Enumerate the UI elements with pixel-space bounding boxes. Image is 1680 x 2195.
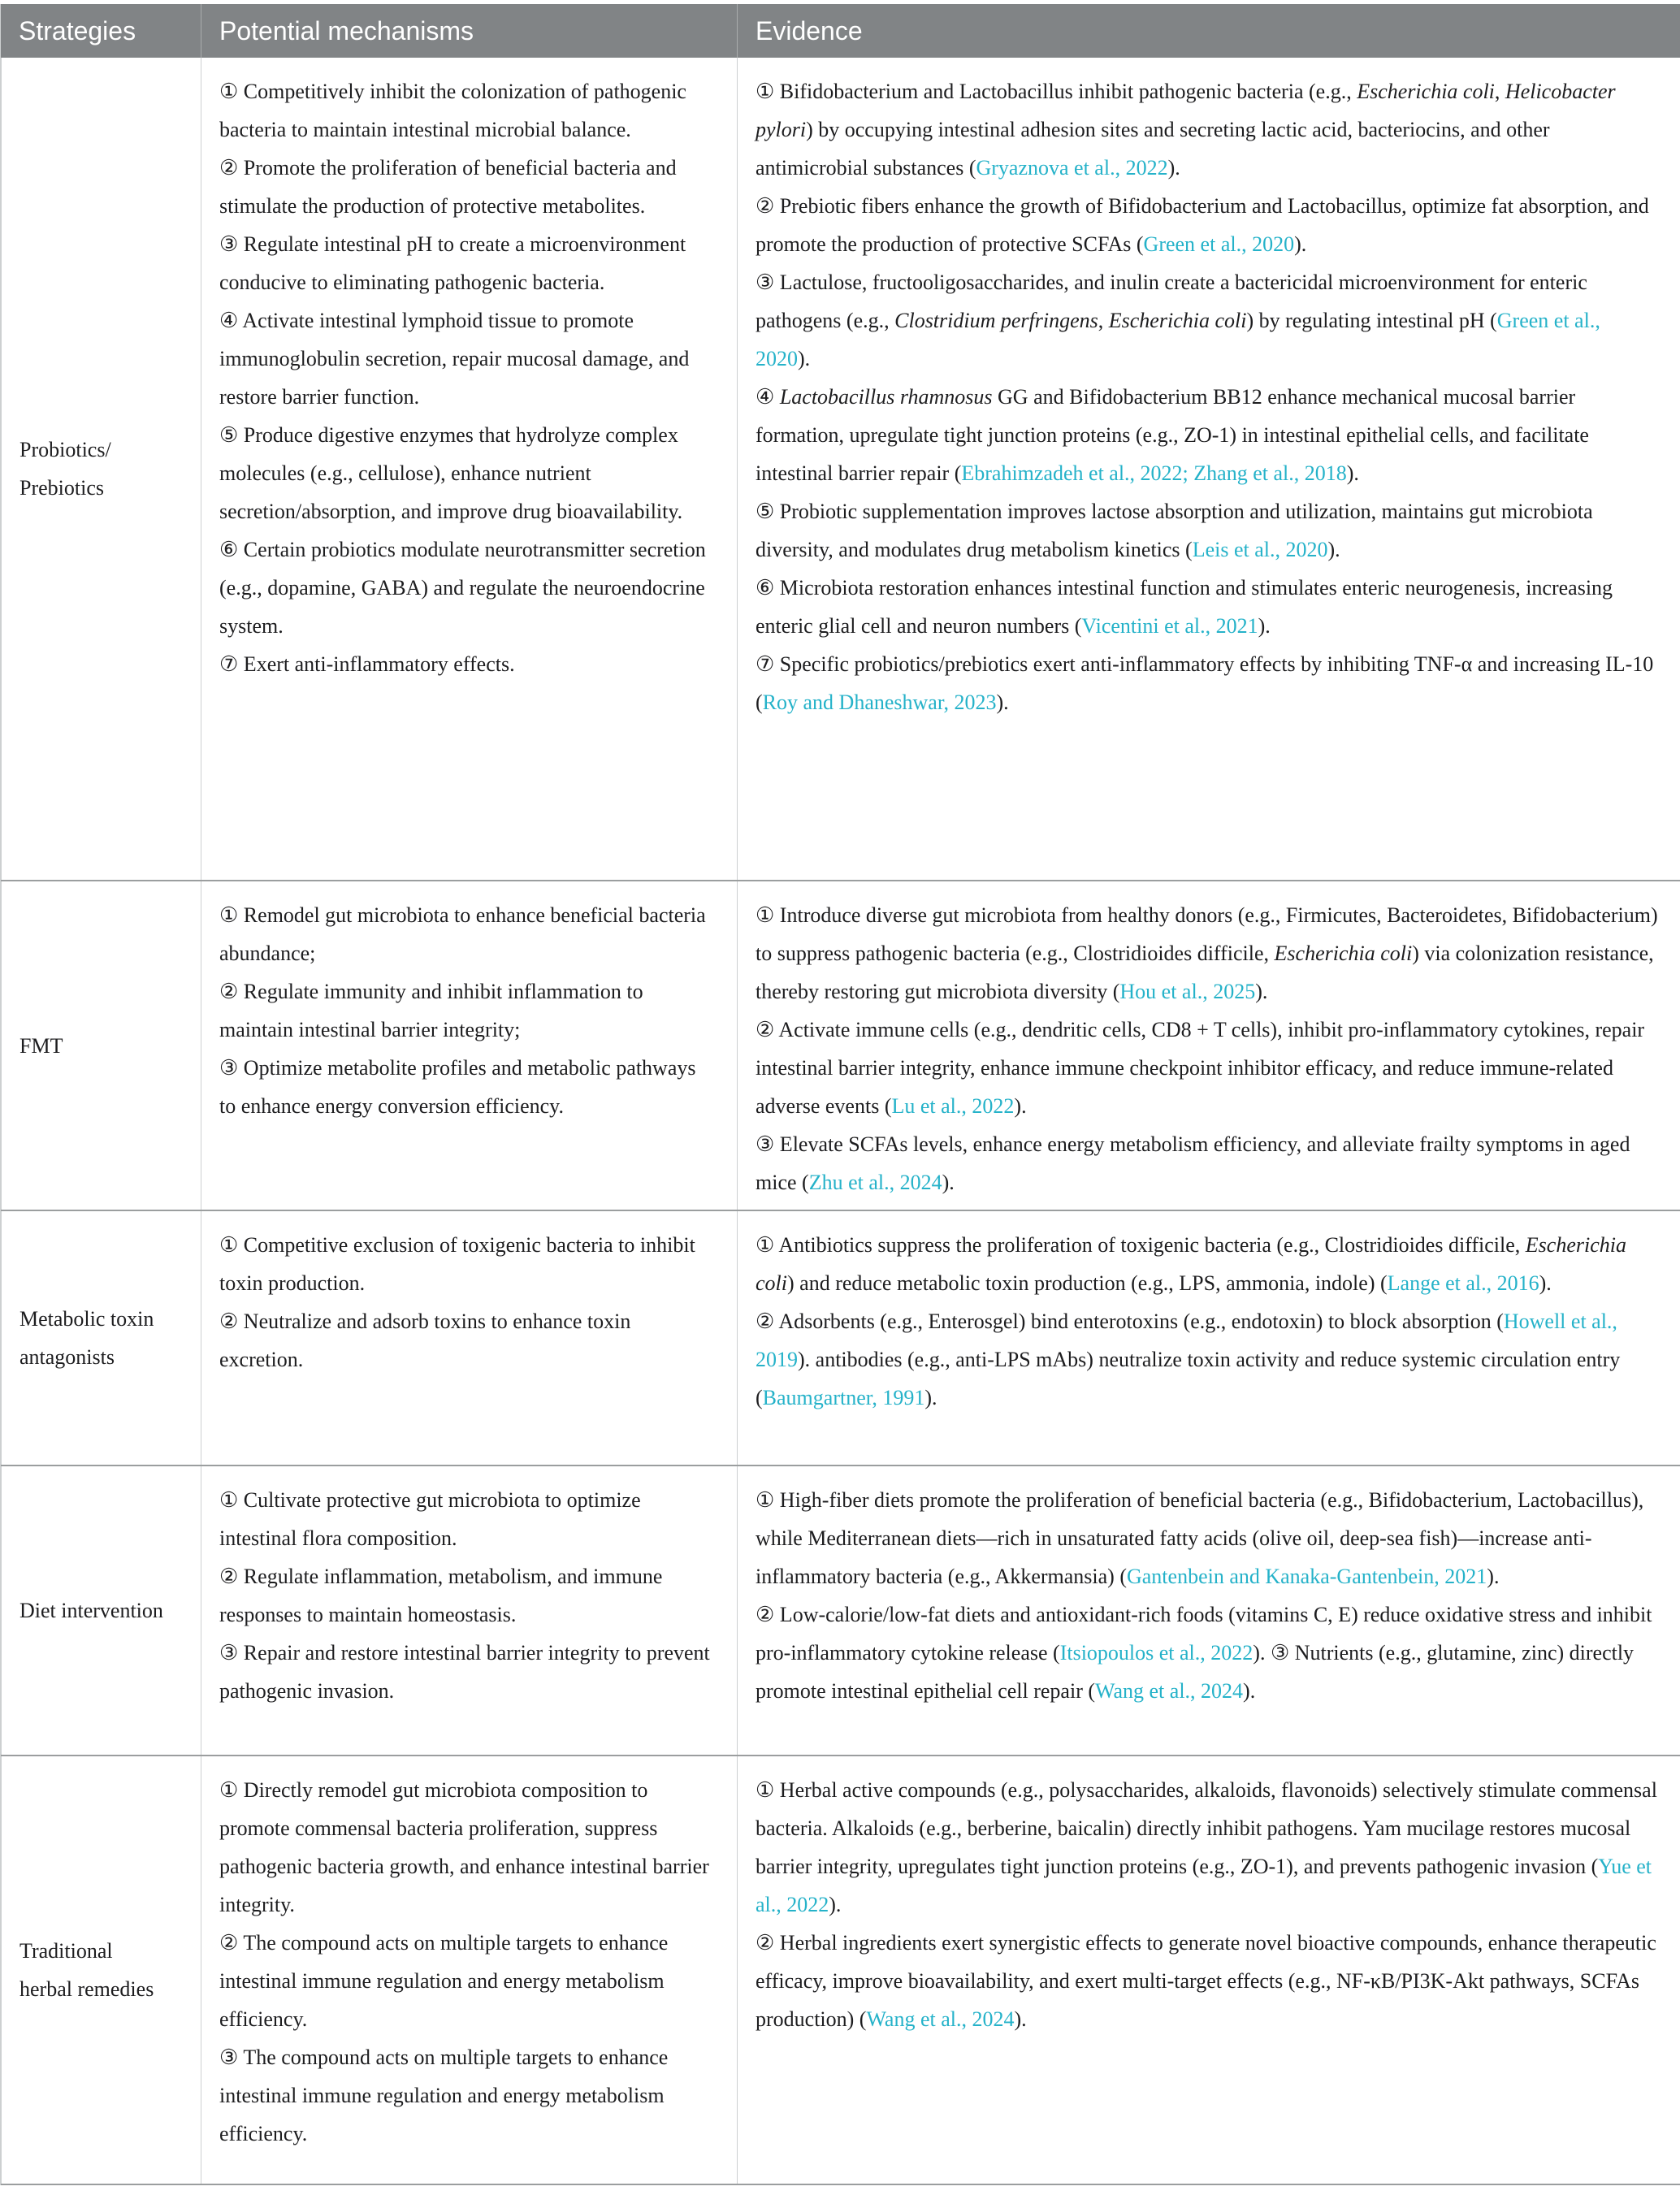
text-run: ③ Optimize metabolite profiles and metabolic pathways to enhance energy conversion efficiency. [219, 1056, 696, 1118]
citation-link[interactable]: Yue et al., 2022 [756, 1855, 1652, 1916]
text-run: ) via colonization resistance, thereby restoring gut microbiota diversity ( [756, 942, 1654, 1003]
citation-link[interactable]: Leis et al., 2020 [1192, 538, 1328, 561]
citation-link[interactable]: Gantenbein and Kanaka-Gantenbein, 2021 [1126, 1565, 1487, 1588]
text-run: ). [1014, 1094, 1027, 1118]
citation-link[interactable]: Green et al., 2020 [1143, 232, 1295, 256]
text-run: ). [1294, 232, 1307, 256]
cell-paragraph [756, 263, 1660, 378]
species-name: Escherichia coli [756, 1233, 1626, 1295]
text-run: ) and reduce metabolic toxin production (e.g., LPS, ammonia, indole) ( [787, 1271, 1388, 1295]
species-name: Escherichia coli [1357, 80, 1495, 103]
citation-link[interactable]: Lu et al., 2022 [891, 1094, 1015, 1118]
text-run: ). antibodies (e.g., anti-LPS mAbs) neutralize toxin activity and reduce systemic circulation entry ( [756, 1348, 1621, 1409]
evidence-cell [737, 1756, 1680, 2184]
mechanisms-cell [201, 1756, 737, 2184]
citation-link[interactable]: Hou et al., 2025 [1119, 980, 1256, 1003]
citation-link[interactable]: Roy and Dhaneshwar, 2023 [762, 691, 997, 714]
header-potential-mechanisms: Potential mechanisms [201, 4, 737, 58]
cell-paragraph [756, 1011, 1660, 1125]
citation-link[interactable]: Lange et al., 2016 [1387, 1271, 1539, 1295]
text-run: ② Promote the proliferation of beneficial bacteria and stimulate the production of protective metabolites. [219, 156, 677, 218]
cell-paragraph [219, 225, 716, 301]
table-body [1, 58, 1680, 2185]
table-row [1, 1756, 1680, 2185]
text-run: ). [1255, 980, 1268, 1003]
mechanisms-cell [201, 58, 737, 880]
text-run: ⑦ Exert anti-inflammatory effects. [219, 652, 515, 676]
cell-paragraph [756, 1125, 1660, 1201]
text-run: ① Cultivate protective gut microbiota to optimize intestinal flora composition. [219, 1488, 641, 1550]
cell-paragraph [219, 530, 716, 645]
cell-paragraph [219, 1771, 716, 1924]
cell-paragraph [756, 1771, 1660, 1924]
mechanisms-cell [201, 1466, 737, 1755]
text-run: ). [1243, 1679, 1256, 1703]
citation-link[interactable]: Ebrahimzadeh et al., 2022; Zhang et al., 2018 [961, 461, 1347, 485]
text-run: ). [942, 1171, 955, 1194]
text-run: ⑤ Probiotic supplementation improves lactose absorption and utilization, maintains gut microbiota diversity, and modulates drug metabolism kinetics ( [756, 500, 1593, 561]
strategy-label: antagonists [19, 1345, 115, 1369]
species-name: Clostridium perfringens [894, 309, 1098, 332]
text-run: ). [996, 691, 1009, 714]
text-run: ⑥ Certain probiotics modulate neurotransmitter secretion (e.g., dopamine, GABA) and regulate the neuroendocrine system. [219, 538, 706, 638]
cell-paragraph [756, 569, 1660, 645]
cell-paragraph [756, 1924, 1660, 2038]
text-run: ⑤ Produce digestive enzymes that hydrolyze complex molecules (e.g., cellulose), enhance nutrient secretion/absorption, and improve drug bioavailability. [219, 423, 683, 523]
cell-paragraph [219, 1302, 716, 1379]
cell-paragraph [219, 149, 716, 225]
cell-paragraph [756, 187, 1660, 263]
text-run: ① Bifidobacterium and Lactobacillus inhibit pathogenic bacteria (e.g., [756, 80, 1357, 103]
text-run: ② Prebiotic fibers enhance the growth of Bifidobacterium and Lactobacillus, optimize fat absorption, and promote the production of protective SCFAs ( [756, 194, 1649, 256]
text-run: ④ Activate intestinal lymphoid tissue to promote immunoglobulin secretion, repair mucosal damage, and restore barrier function. [219, 309, 690, 409]
evidence-cell [737, 1211, 1680, 1465]
cell-paragraph [756, 1226, 1660, 1302]
species-name: Helicobacter pylori [756, 80, 1616, 141]
citation-link[interactable]: Wang et al., 2024 [1095, 1679, 1244, 1703]
table-row [1, 1211, 1680, 1466]
cell-paragraph [756, 72, 1660, 187]
citation-link[interactable]: Zhu et al., 2024 [808, 1171, 942, 1194]
mechanisms-cell [201, 1211, 737, 1465]
citation-link[interactable]: Howell et al., 2019 [756, 1310, 1617, 1371]
text-run: ① Directly remodel gut microbiota composition to promote commensal bacteria proliferation, suppress pathogenic bacteria growth, and enhance intestinal barrier integrity. [219, 1778, 709, 1916]
cell-paragraph [756, 896, 1660, 1011]
text-run: ). [1539, 1271, 1552, 1295]
citation-link[interactable]: Baumgartner, 1991 [762, 1386, 925, 1409]
text-run: ) by regulating intestinal pH ( [1246, 309, 1497, 332]
cell-paragraph [219, 1049, 716, 1125]
text-run: ). [1014, 2007, 1027, 2031]
table-row [1, 58, 1680, 881]
strategy-cell [1, 881, 201, 1210]
cell-paragraph [756, 1481, 1660, 1595]
text-run: ③ Elevate SCFAs levels, enhance energy metabolism efficiency, and alleviate frailty symptoms in aged mice ( [756, 1132, 1630, 1194]
text-run: ③ Regulate intestinal pH to create a microenvironment conducive to eliminating pathogenic bacteria. [219, 232, 686, 294]
cell-paragraph [219, 72, 716, 149]
text-run: ③ Repair and restore intestinal barrier integrity to prevent pathogenic invasion. [219, 1641, 710, 1703]
header-strategies: Strategies [19, 15, 136, 45]
text-run: ② Regulate immunity and inhibit inflammation to maintain intestinal barrier integrity; [219, 980, 643, 1041]
text-run: GG and Bifidobacterium BB12 enhance mechanical mucosal barrier formation, upregulate tight junction proteins (e.g., ZO-1) in intestinal epithelial cells, and facilitate intestinal barrier repair ( [756, 385, 1589, 485]
text-run: ① High-fiber diets promote the proliferation of beneficial bacteria (e.g., Bifidobacterium, Lactobacillus), while Mediterranean diets—rich in unsaturated fatty acids (olive oil, deep-sea fish)—increase anti-inflammatory bacteria (e.g., Akkermansia) ( [756, 1488, 1644, 1588]
text-run: ). ③ Nutrients (e.g., glutamine, zinc) directly promote intestinal epithelial cell repair ( [756, 1641, 1635, 1703]
citation-link[interactable]: Itsiopoulos et al., 2022 [1059, 1641, 1254, 1665]
text-run: ). [1167, 156, 1180, 180]
table-row [1, 881, 1680, 1211]
text-run: ② Neutralize and adsorb toxins to enhance toxin excretion. [219, 1310, 631, 1371]
strategy-label: Traditional [19, 1939, 113, 1963]
cell-paragraph [219, 1557, 716, 1634]
citation-link[interactable]: Vicentini et al., 2021 [1081, 614, 1258, 638]
text-run: , [1494, 80, 1505, 103]
strategy-cell [1, 1211, 201, 1465]
strategy-label: FMT [19, 1033, 63, 1058]
strategy-cell [1, 1466, 201, 1755]
text-run: ③ The compound acts on multiple targets to enhance intestinal immune regulation and energy metabolism efficiency. [219, 2046, 669, 2145]
text-run: ② Low-calorie/low-fat diets and antioxidant-rich foods (vitamins C, E) reduce oxidative stress and inhibit pro-inflammatory cytokine release ( [756, 1603, 1652, 1665]
strategy-label: herbal remedies [19, 1977, 154, 2001]
species-name: Escherichia coli [1274, 942, 1413, 965]
species-name: Lactobacillus rhamnosus [779, 385, 993, 409]
text-run: ). [1487, 1565, 1500, 1588]
evidence-cell [737, 881, 1680, 1210]
text-run: ① Introduce diverse gut microbiota from healthy donors (e.g., Firmicutes, Bacteroidetes, Bifidobacterium) to suppress pathogenic bacteria (e.g., Clostridioides difficile, [756, 903, 1658, 965]
text-run: ). [829, 1893, 842, 1916]
cell-paragraph [219, 1481, 716, 1557]
cell-paragraph [219, 1226, 716, 1302]
species-name: Escherichia coli [1108, 309, 1247, 332]
table-row [1, 1466, 1680, 1756]
text-run: ① Remodel gut microbiota to enhance beneficial bacteria abundance; [219, 903, 706, 965]
text-run: ① Herbal active compounds (e.g., polysaccharides, alkaloids, flavonoids) selectively stimulate commensal bacteria. Alkaloids (e.g., berberine, baicalin) directly inhibit pathogens. Yam mucilage restores mucosal barrier integrity, upregulates tight junction proteins (e.g., ZO-1), and prevents pathogenic invasion ( [756, 1778, 1657, 1878]
header-evidence: Evidence [737, 4, 1680, 58]
text-run: ② Regulate inflammation, metabolism, and immune responses to maintain homeostasis. [219, 1565, 663, 1626]
text-run: ). [1258, 614, 1271, 638]
strategy-label: Diet intervention [19, 1599, 163, 1622]
text-run: ② Herbal ingredients exert synergistic effects to generate novel bioactive compounds, enhance therapeutic efficacy, improve bioavailability, and exert multi-target effects (e.g., NF-κB/PI3K-Akt pathways, SCFAs production) ( [756, 1931, 1656, 2031]
text-run: ). [798, 347, 811, 370]
text-run: ④ [756, 385, 780, 409]
text-run: ① Antibiotics suppress the proliferation of toxigenic bacteria (e.g., Clostridioides difficile, [756, 1233, 1526, 1257]
evidence-cell [737, 58, 1680, 880]
citation-link[interactable]: Gryaznova et al., 2022 [976, 156, 1168, 180]
citation-link[interactable]: Wang et al., 2024 [866, 2007, 1015, 2031]
cell-paragraph [219, 301, 716, 416]
text-run: ⑥ Microbiota restoration enhances intestinal function and stimulates enteric neurogenesis, increasing enteric glial cell and neuron numbers ( [756, 576, 1613, 638]
cell-paragraph [756, 1595, 1660, 1710]
cell-paragraph [756, 492, 1660, 569]
text-run: ① Competitive exclusion of toxigenic bacteria to inhibit toxin production. [219, 1233, 695, 1295]
cell-paragraph [219, 896, 716, 972]
text-run: ③ Lactulose, fructooligosaccharides, and inulin create a bactericidal microenvironment for enteric pathogens (e.g., [756, 271, 1587, 332]
text-run: ① Competitively inhibit the colonization of pathogenic bacteria to maintain intestinal microbial balance. [219, 80, 686, 141]
strategy-label: Probiotics/ [19, 438, 111, 461]
text-run: ② The compound acts on multiple targets to enhance intestinal immune regulation and energy metabolism efficiency. [219, 1931, 669, 2031]
table-header-row [1, 4, 1680, 58]
text-run: ). [1346, 461, 1359, 485]
mechanisms-cell [201, 881, 737, 1210]
text-run: ) by occupying intestinal adhesion sites and secreting lactic acid, bacteriocins, and other antimicrobial substances ( [756, 118, 1550, 180]
cell-paragraph [756, 378, 1660, 492]
text-run: ⑦ Specific probiotics/prebiotics exert anti-inflammatory effects by inhibiting TNF-α and increasing IL-10 ( [756, 652, 1654, 714]
text-run: , [1098, 309, 1109, 332]
strategy-cell [1, 58, 201, 880]
text-run: ② Adsorbents (e.g., Enterosgel) bind enterotoxins (e.g., endotoxin) to block absorption ( [756, 1310, 1504, 1333]
cell-paragraph [219, 1924, 716, 2038]
evidence-cell [737, 1466, 1680, 1755]
cell-paragraph [219, 972, 716, 1049]
citation-link[interactable]: Green et al., 2020 [756, 309, 1600, 370]
text-run: ). [1327, 538, 1340, 561]
strategy-label: Prebiotics [19, 476, 104, 500]
strategy-label: Metabolic toxin [19, 1307, 154, 1331]
cell-paragraph [219, 416, 716, 530]
strategy-cell [1, 1756, 201, 2184]
cell-paragraph [219, 2038, 716, 2153]
cell-paragraph [219, 1634, 716, 1710]
cell-paragraph [756, 645, 1660, 721]
strategies-table [0, 4, 1680, 2185]
text-run: ② Activate immune cells (e.g., dendritic cells, CD8 + T cells), inhibit pro-inflammatory cytokines, repair intestinal barrier integrity, enhance immune checkpoint inhibitor efficacy, and reduce immune-related adverse events ( [756, 1018, 1645, 1118]
cell-paragraph [219, 645, 716, 683]
cell-paragraph [756, 1302, 1660, 1417]
text-run: ). [924, 1386, 937, 1409]
